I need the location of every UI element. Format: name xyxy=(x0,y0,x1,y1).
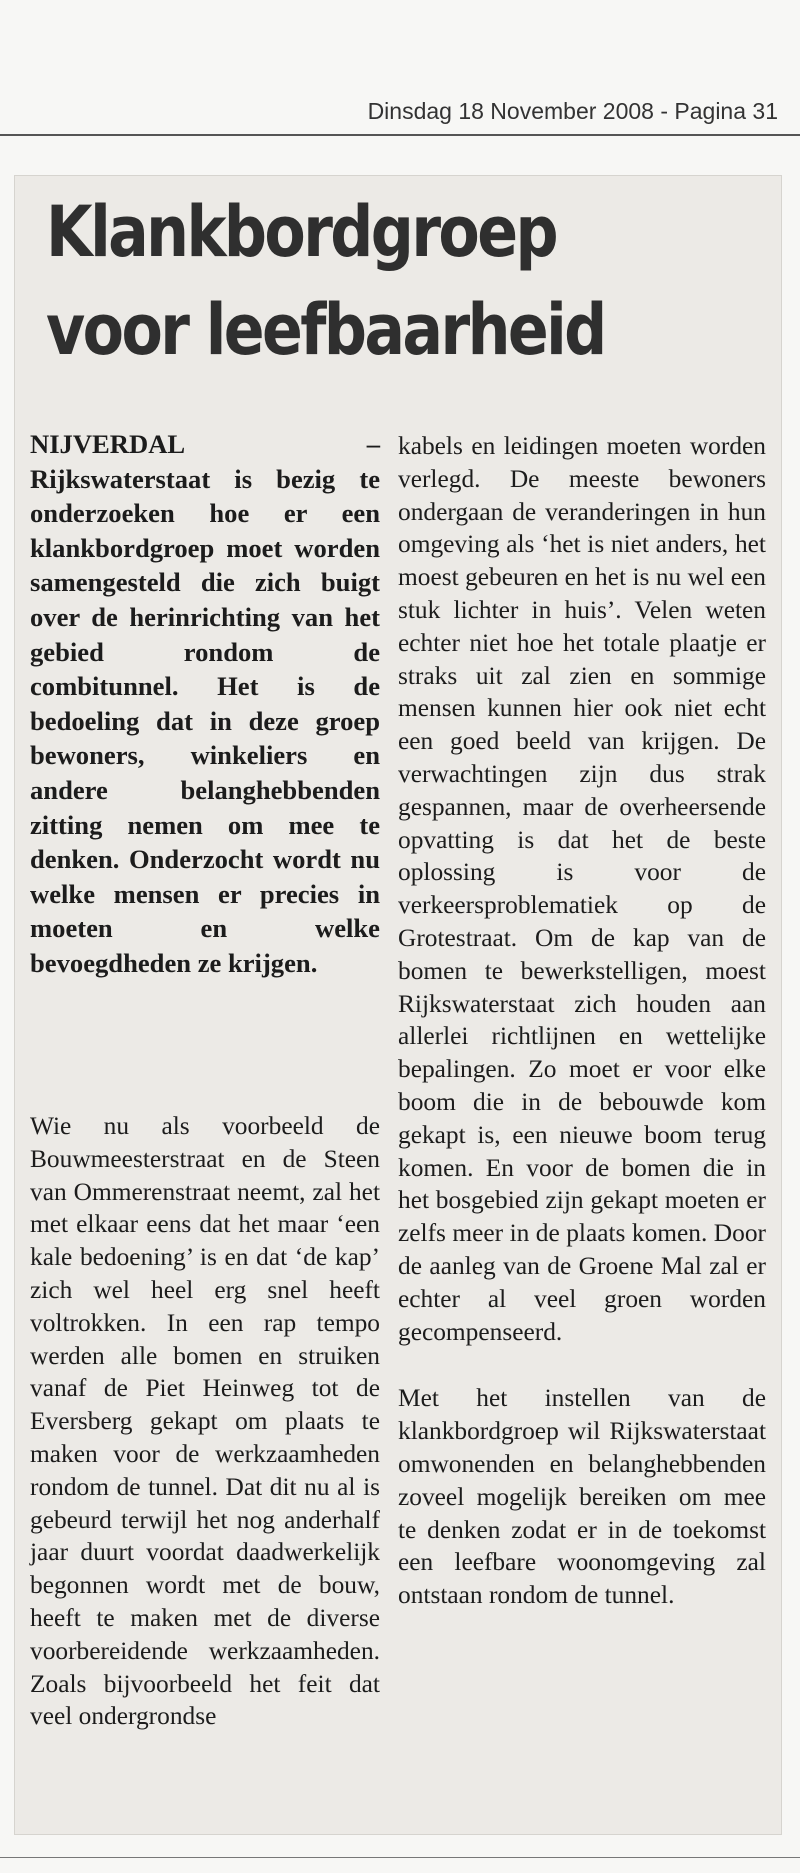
body-paragraph-1-part-a: Wie nu als voorbeeld de Bouwmeesterstraat en de Steen van Ommerenstraat neemt, zal het met elkaar eens dat het maar ‘een kale bedoening’ is en dat ‘de kap’ zich wel heel erg snel heeft voltrokken. In een rap tempo werden alle bomen en struiken vanaf de Piet Heinweg tot de Eversberg gekapt om plaats te maken voor de werkzaamheden rondom de tunnel. Dat dit nu al is gebeurd terwijl het nog anderhalf jaar duurt voordat daadwerkelijk begonnen wordt met de bouw, heeft te maken met de diverse voorbereidende werkzaamheden. Zoals bijvoorbeeld het feit dat veel ondergrondse xyxy=(30,1112,380,1731)
page-header xyxy=(0,92,800,136)
bottom-rule xyxy=(0,1857,800,1858)
headline xyxy=(46,183,605,379)
headline-line-2: voor leefbaarheid xyxy=(46,289,605,371)
headline-line-1: Klankbordgroep xyxy=(46,191,556,273)
article-clipping xyxy=(14,175,782,1835)
body-paragraph-1-part-b: kabels en leidingen moeten worden verlegd. De meeste bewoners ondergaan de veranderingen in hun omgeving als ‘het is niet anders, het moest gebeuren en het is nu wel een stuk lichter in huis’. Velen weten echter niet hoe het totale plaatje er straks uit zal zien en sommige mensen kunnen hier ook niet echt een goed beeld van krijgen. De verwachtingen zijn dus strak gespannen, maar de overheersende opvatting is dat het de beste oplossing is voor de verkeersproblematiek op de Grotestraat. Om de kap van de bomen te bewerkstelligen, moest Rijkswaterstaat zich houden aan allerlei richtlijnen en wettelijke bepalingen. Zo moet er voor elke boom die in de bebouwde kom gekapt is, een nieuwe boom terug komen. En voor de bomen die in het bosgebied zijn gekapt moeten er zelfs meer in de plaats komen. Door de aanleg van de Groene Mal zal er echter al veel groen worden gecompenseerd. xyxy=(398,432,766,1346)
article-column-left xyxy=(30,1110,380,1733)
dateline: Dinsdag 18 November 2008 - Pagina 31 xyxy=(367,98,778,124)
lead-text: NIJVERDAL – Rijkswaterstaat is bezig te onderzoeken hoe er een klankbordgroep moet worden samengesteld die zich buigt over de herinrichting van het gebied rondom de combitunnel. Het is de bedoeling dat in deze groep bewoners, winkeliers en andere belanghebbenden zitting nemen om mee te denken. Onderzocht wordt nu welke mensen er precies in moeten en welke bevoegdheden ze krijgen. xyxy=(30,429,380,978)
article-column-right xyxy=(398,430,766,1612)
lead-paragraph xyxy=(30,427,380,981)
article-lead xyxy=(30,427,380,981)
body-paragraph-2: Met het instellen van de klankbordgroep wil Rijkswaterstaat omwonenden en belanghebbenden zoveel mogelijk bereiken om mee te denken zodat er in de toekomst een leefbare woonomgeving zal ontstaan rondom de tunnel. xyxy=(398,1384,766,1610)
